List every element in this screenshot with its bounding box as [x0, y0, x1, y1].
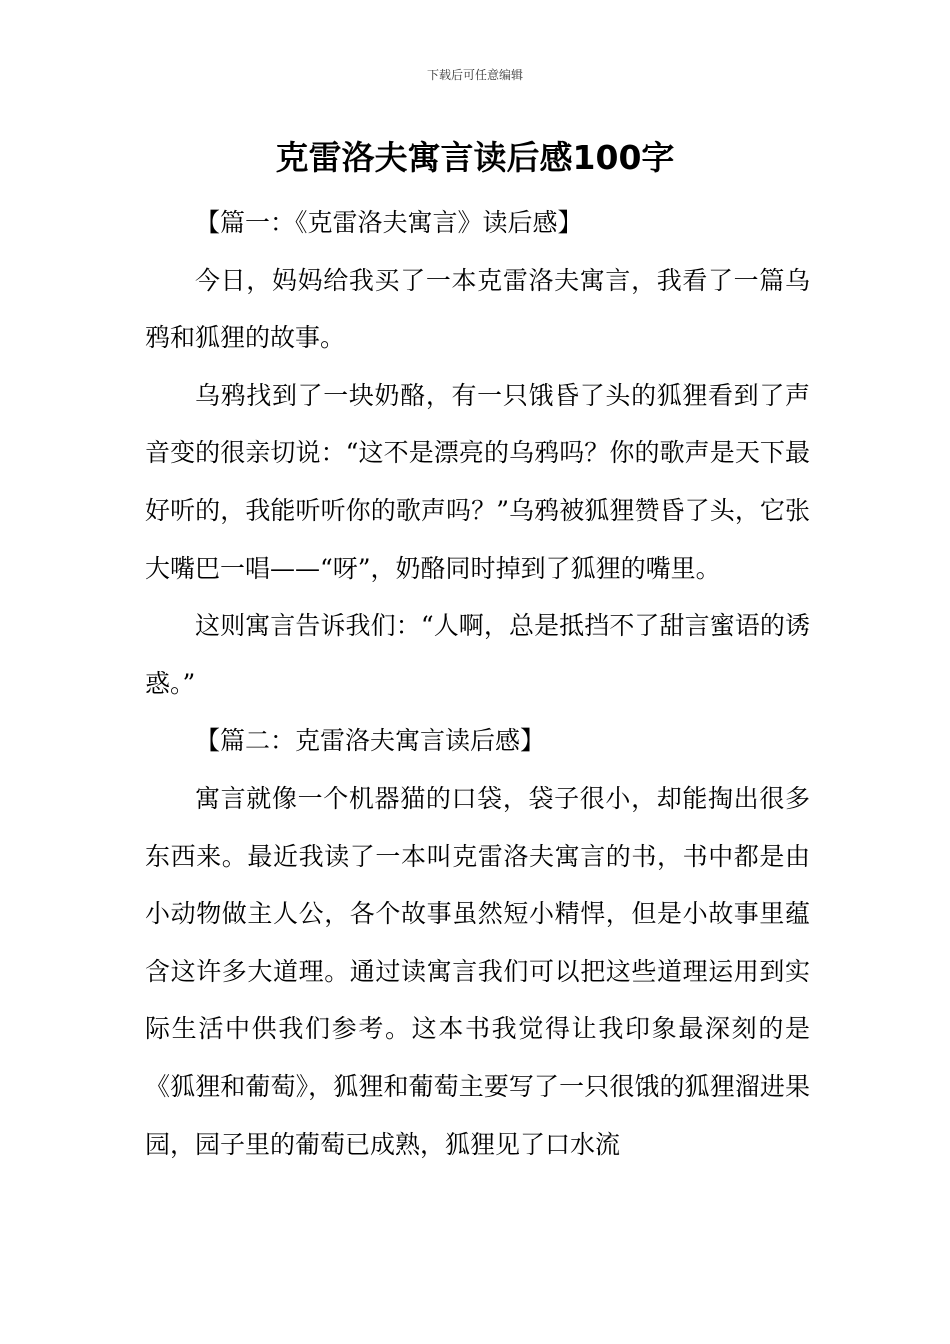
header-note: 下载后可任意编辑: [426, 68, 523, 82]
paragraph: 寓言就像一个机器猫的口袋，袋子很小，却能掏出很多东西来。最近我读了一本叫克雷洛夫寓言的书，书中都是由小动物做主人公，各个故事虽然短小精悍，但是小故事里蕴含这许多大道理。通过读寓言我们可以把这些道理运用到实际生活中供我们参考。这本书我觉得让我印象最深刻的是《狐狸和葡萄》，狐狸和葡萄主要写了一只很饿的狐狸溜进果园，园子里的葡萄已成熟，狐狸见了口水流: [145, 783, 810, 1159]
document-body: [145, 194, 810, 1173]
document-title: 克雷洛夫寓言读后感100字: [275, 138, 675, 177]
paragraph: 乌鸦找到了一块奶酪，有一只饿昏了头的狐狸看到了声音变的很亲切说：“这不是漂亮的乌鸦吗？你的歌声是天下最好听的，我能听听你的歌声吗？”乌鸦被狐狸赞昏了头，它张大嘴巴一唱——“呀”，奶酪同时掉到了狐狸的嘴里。: [145, 380, 810, 583]
paragraph: 这则寓言告诉我们：“人啊，总是抵挡不了甜言蜜语的诱惑。”: [145, 611, 810, 698]
paragraph: 今日，妈妈给我买了一本克雷洛夫寓言，我看了一篇乌鸦和狐狸的故事。: [145, 265, 810, 353]
section-heading-2: 【篇二：克雷洛夫寓言读后感】: [195, 726, 546, 756]
section-heading-1: 【篇一：《克雷洛夫寓言》读后感】: [195, 208, 583, 237]
